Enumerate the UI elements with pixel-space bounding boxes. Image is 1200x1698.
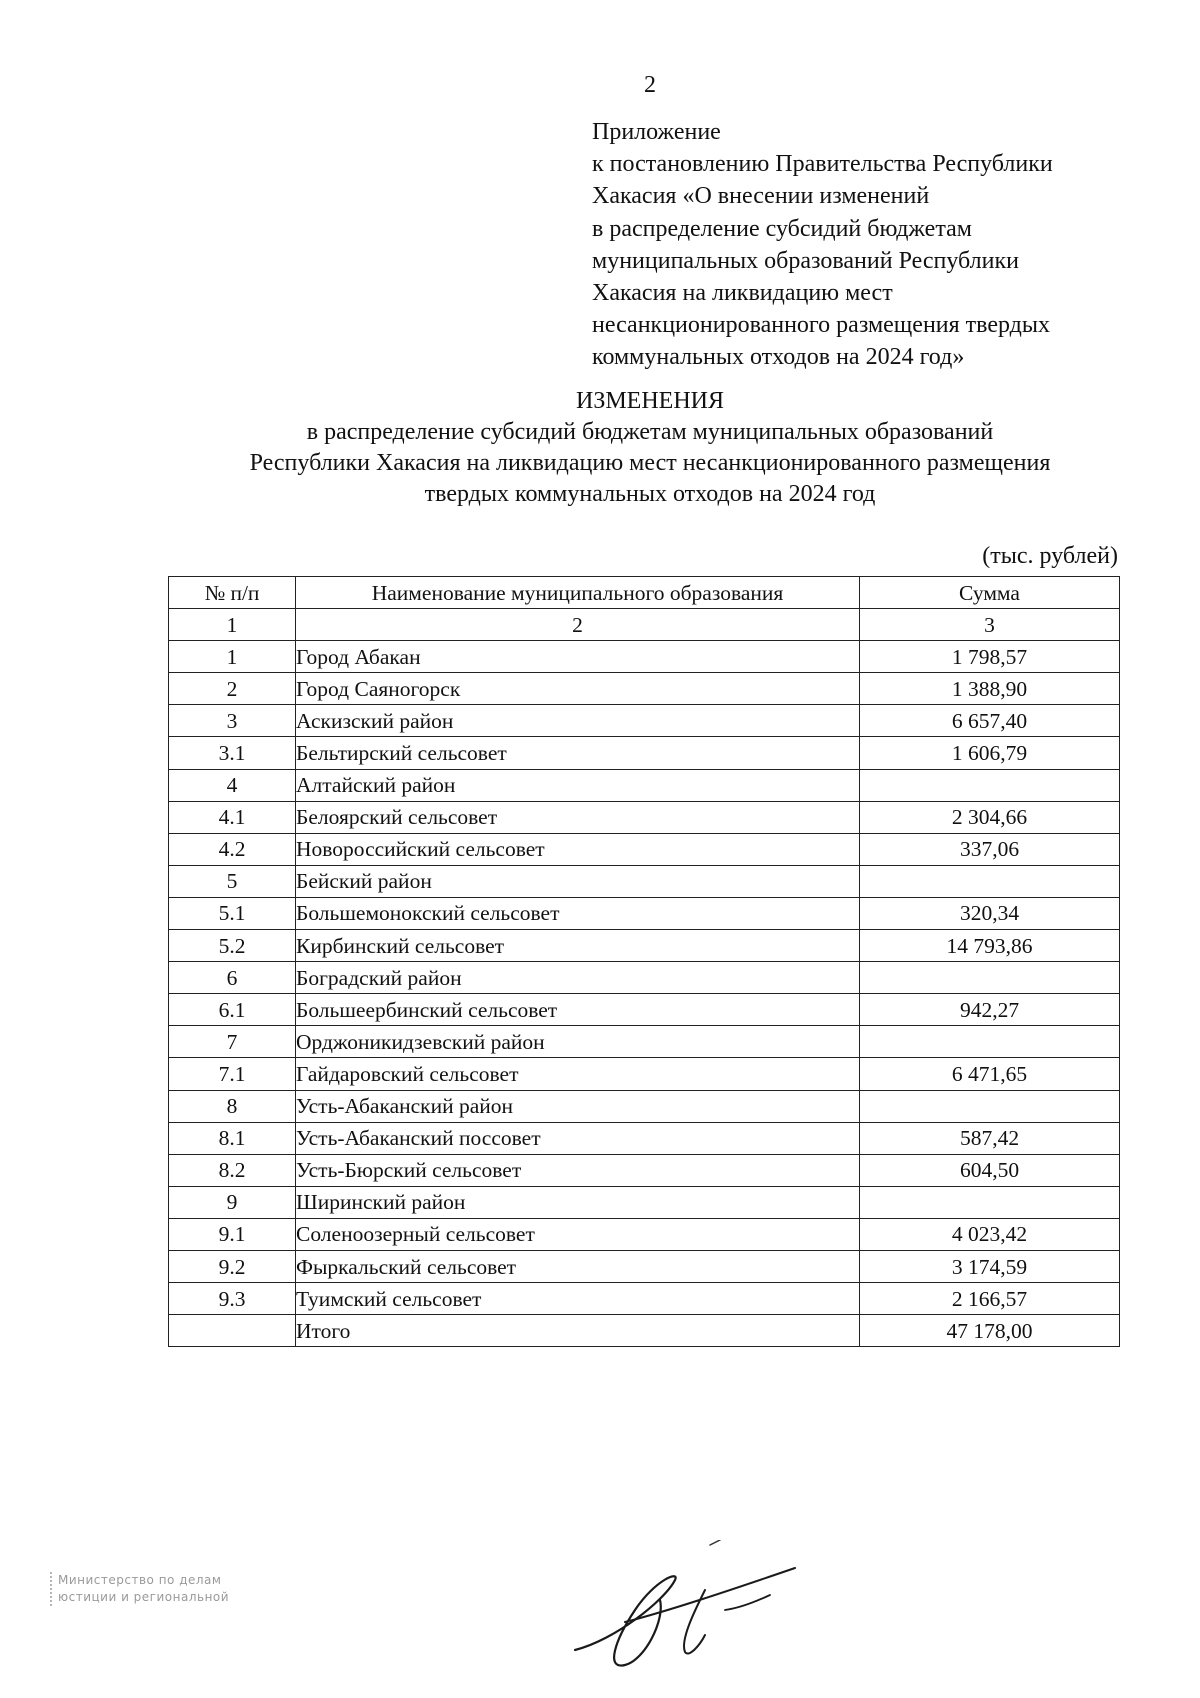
row-name: Боградский район [296, 962, 860, 994]
table-row [169, 897, 1120, 929]
table-row [169, 865, 1120, 897]
header-name: Наименование муниципального образования [296, 577, 860, 609]
row-name: Кирбинский сельсовет [296, 930, 860, 962]
units-label: (тыс. рублей) [982, 543, 1118, 569]
table-row [169, 930, 1120, 962]
row-sum [860, 1090, 1120, 1122]
table-row [169, 1026, 1120, 1058]
row-number: 7 [169, 1026, 296, 1058]
row-sum: 587,42 [860, 1122, 1120, 1154]
row-sum: 337,06 [860, 833, 1120, 865]
appendix-line: коммунальных отходов на 2024 год» [592, 344, 965, 371]
page-number: 2 [644, 72, 656, 98]
row-sum: 47 178,00 [860, 1315, 1120, 1347]
appendix-line: к постановлению Правительства Республики [592, 151, 1053, 178]
row-sum: 320,34 [860, 897, 1120, 929]
table-row [169, 769, 1120, 801]
table-body [169, 641, 1120, 1347]
row-number: 6.1 [169, 994, 296, 1026]
table-row [169, 1186, 1120, 1218]
row-number: 8.2 [169, 1154, 296, 1186]
table-row [169, 673, 1120, 705]
title-line: Республики Хакасия на ликвидацию мест несанкционированного размещения [249, 450, 1051, 476]
row-sum [860, 769, 1120, 801]
appendix-line: в распределение субсидий бюджетам [592, 215, 972, 242]
row-number: 8 [169, 1090, 296, 1122]
row-name: Большеербинский сельсовет [296, 994, 860, 1026]
table-row [169, 1250, 1120, 1282]
table-row [169, 994, 1120, 1026]
row-number [169, 1315, 296, 1347]
table-row [169, 1283, 1120, 1315]
row-number: 4.2 [169, 833, 296, 865]
row-name: Туимский сельсовет [296, 1283, 860, 1315]
row-name: Соленоозерный сельсовет [296, 1218, 860, 1250]
row-sum: 2 304,66 [860, 801, 1120, 833]
row-name: Город Абакан [296, 641, 860, 673]
column-number: 2 [296, 609, 860, 641]
title-heading: ИЗМЕНЕНИЯ [575, 388, 725, 414]
title-line: в распределение субсидий бюджетам муниципальных образований [306, 419, 994, 445]
row-sum [860, 865, 1120, 897]
signature-drawing [555, 1540, 815, 1680]
table-header-row [169, 577, 1120, 609]
row-sum [860, 962, 1120, 994]
appendix-line: Хакасия «О внесении изменений [592, 183, 930, 210]
row-sum [860, 1026, 1120, 1058]
row-name: Гайдаровский сельсовет [296, 1058, 860, 1090]
row-number: 5.2 [169, 930, 296, 962]
title-line: твердых коммунальных отходов на 2024 год [424, 481, 876, 507]
row-name: Город Саяногорск [296, 673, 860, 705]
row-sum: 1 606,79 [860, 737, 1120, 769]
row-sum: 6 657,40 [860, 705, 1120, 737]
row-sum: 14 793,86 [860, 930, 1120, 962]
table-row [169, 1122, 1120, 1154]
appendix-line: несанкционированного размещения твердых [592, 312, 1051, 339]
row-number: 3 [169, 705, 296, 737]
row-number: 8.1 [169, 1122, 296, 1154]
table-row [169, 1058, 1120, 1090]
row-number: 3.1 [169, 737, 296, 769]
row-name: Новороссийский сельсовет [296, 833, 860, 865]
stamp-line: Министерство по делам [58, 1573, 222, 1587]
row-number: 5.1 [169, 897, 296, 929]
row-sum: 4 023,42 [860, 1218, 1120, 1250]
row-name: Белоярский сельсовет [296, 801, 860, 833]
appendix-block [592, 116, 1053, 374]
column-number: 3 [860, 609, 1120, 641]
table-row [169, 1315, 1120, 1347]
row-name: Бельтирский сельсовет [296, 737, 860, 769]
appendix-line: муниципальных образований Республики [592, 247, 1019, 274]
row-number: 7.1 [169, 1058, 296, 1090]
appendix-line: Приложение [592, 119, 721, 145]
appendix-line: Хакасия на ликвидацию мест [592, 280, 893, 307]
table-row [169, 1218, 1120, 1250]
row-number: 9.1 [169, 1218, 296, 1250]
row-name: Усть-Абаканский поссовет [296, 1122, 860, 1154]
header-number: № п/п [169, 577, 296, 609]
row-number: 4.1 [169, 801, 296, 833]
row-name: Усть-Абаканский район [296, 1090, 860, 1122]
row-sum: 604,50 [860, 1154, 1120, 1186]
table-row [169, 962, 1120, 994]
row-number: 9.3 [169, 1283, 296, 1315]
row-name: Орджоникидзевский район [296, 1026, 860, 1058]
row-sum: 942,27 [860, 994, 1120, 1026]
subsidy-table [168, 576, 1120, 1347]
row-number: 5 [169, 865, 296, 897]
table-row [169, 801, 1120, 833]
row-name: Фыркальский сельсовет [296, 1250, 860, 1282]
row-name: Ширинский район [296, 1186, 860, 1218]
registration-stamp [50, 1572, 229, 1606]
row-number: 9 [169, 1186, 296, 1218]
row-name: Усть-Бюрский сельсовет [296, 1154, 860, 1186]
row-number: 6 [169, 962, 296, 994]
row-sum: 6 471,65 [860, 1058, 1120, 1090]
row-number: 4 [169, 769, 296, 801]
row-name: Итого [296, 1315, 860, 1347]
row-name: Большемонокский сельсовет [296, 897, 860, 929]
column-numbers-row [169, 609, 1120, 641]
row-sum: 1 388,90 [860, 673, 1120, 705]
row-sum: 3 174,59 [860, 1250, 1120, 1282]
table-row [169, 833, 1120, 865]
stamp-line: юстиции и региональной [58, 1590, 230, 1604]
row-name: Алтайский район [296, 769, 860, 801]
table-row [169, 705, 1120, 737]
row-number: 2 [169, 673, 296, 705]
table-row [169, 1090, 1120, 1122]
row-sum [860, 1186, 1120, 1218]
row-name: Аскизский район [296, 705, 860, 737]
header-sum: Сумма [860, 577, 1120, 609]
document-title [150, 386, 1150, 510]
row-number: 9.2 [169, 1250, 296, 1282]
column-number: 1 [169, 609, 296, 641]
signature [555, 1540, 815, 1685]
table-row [169, 737, 1120, 769]
table-row [169, 1154, 1120, 1186]
row-sum: 2 166,57 [860, 1283, 1120, 1315]
row-sum: 1 798,57 [860, 641, 1120, 673]
row-number: 1 [169, 641, 296, 673]
table-row [169, 641, 1120, 673]
row-name: Бейский район [296, 865, 860, 897]
